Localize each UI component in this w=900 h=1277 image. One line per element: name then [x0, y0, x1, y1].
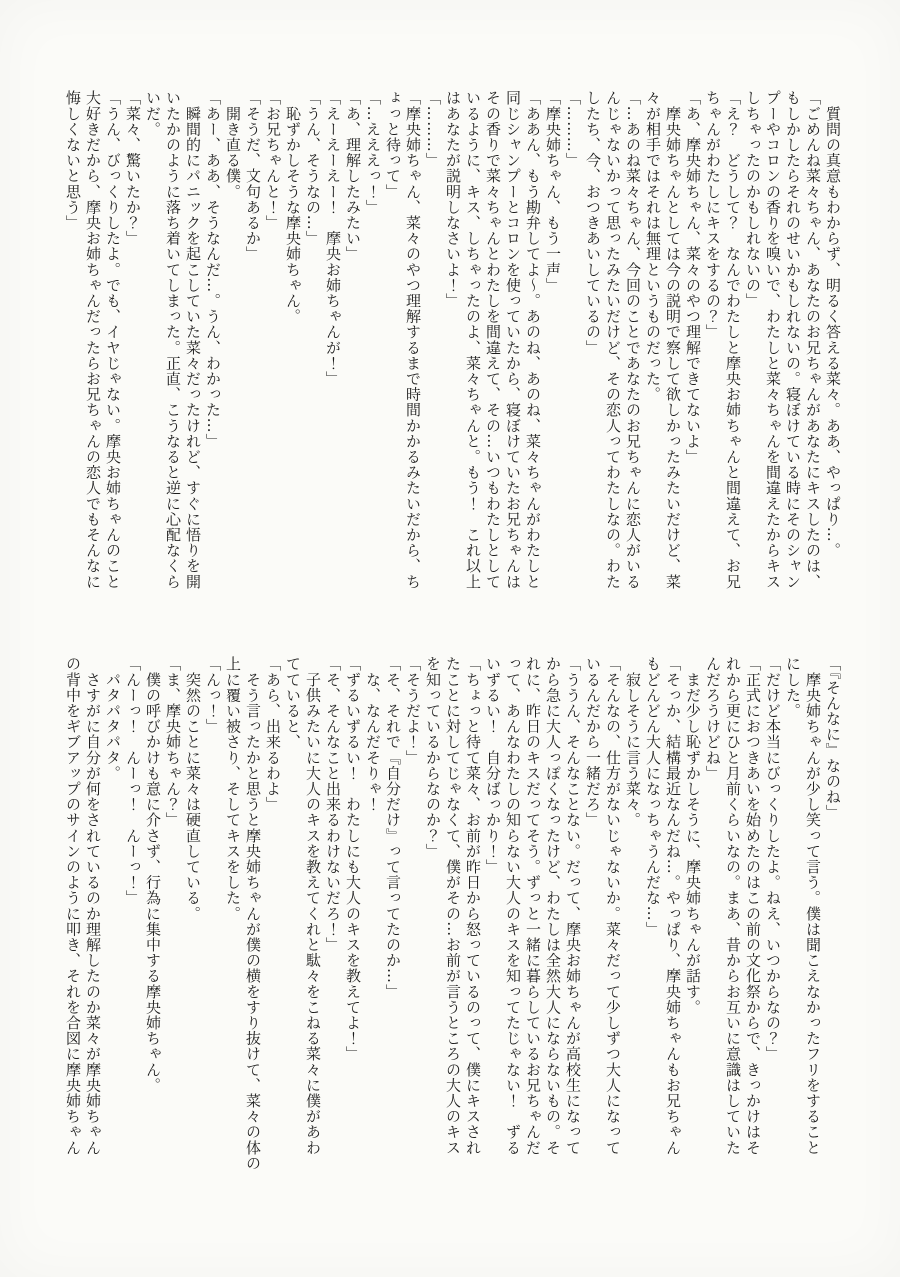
- text-line: もしかしたらそれのせいかもしれないの。寝ぼけている時にそのシャン: [784, 90, 802, 590]
- text-line: いずるい！ 自分ばっかり！」: [484, 656, 502, 875]
- text-line: 「ちょっと待て菜々、お前が昨日から怒っているのって、僕にキスされ: [464, 656, 482, 1156]
- text-line: 上に覆い被さり、そしてキスをした。: [224, 656, 242, 922]
- text-line: 「あ、摩央姉ちゃん、菜々のやつ理解できてないよ」: [684, 90, 702, 465]
- text-line: 「あー、ああ、そうなんだ…。うん、わかった…」: [204, 90, 222, 449]
- text-line: いるように、キス、しちゃったのよ、菜々ちゃんと。もう！ これ以上: [464, 90, 482, 590]
- text-line: 質問の真意もわからず、明るく答える菜々。ああ、やっぱり…。: [824, 90, 842, 558]
- text-line: 突然のことに菜々は硬直している。: [184, 656, 202, 922]
- text-line: 「ああん、もう勘弁してよ〜。あのね、あのね、菜々ちゃんがわたしと: [524, 90, 542, 590]
- text-line: 同じシャンプーとコロンを使っていたから、寝ぼけていたお兄ちゃんは: [504, 90, 522, 590]
- text-line: 「摩央姉ちゃん、もう一声」: [544, 90, 562, 293]
- text-line: 「んっ！」: [204, 656, 222, 734]
- text-line: って、あんなわたしの知らない大人のキスを知ってたじゃない！ ずる: [504, 656, 522, 1156]
- text-line: 「………」: [424, 90, 442, 168]
- text-line: 摩央姉ちゃんが少し笑って言う。僕は聞こえなかったフリをすること: [804, 656, 822, 1156]
- text-line: 「んーっ！ んーっ！ んーっ！」: [124, 656, 142, 906]
- text-line: 「お兄ちゃんと！」: [264, 90, 282, 231]
- text-line: 「摩央姉ちゃん、菜々のやつ理解するまで時間かかるみたいだから、ち: [404, 90, 422, 590]
- text-line: 「………」: [564, 90, 582, 168]
- text-line: 「あら、出来るわよ」: [264, 656, 282, 812]
- text-line: 「あ、理解したみたい」: [344, 90, 362, 262]
- text-line: いだ。: [144, 90, 162, 137]
- text-line: 瞬間的にパニックを起こしていた菜々だったけれど、すぐに悟りを開: [184, 90, 202, 590]
- text-line: 「ま、摩央姉ちゃん？」: [164, 656, 182, 828]
- text-line: したち、今、おつきあいしているの」: [584, 90, 602, 356]
- text-line: プーやコロンの香りを嗅いで、わたしと菜々ちゃんを間違えたからキス: [764, 90, 782, 590]
- text-line: から急に大人っぽくなったけど、わたしは全然大人にならないもの。そ: [544, 656, 562, 1156]
- text-line: 摩央姉ちゃんとしては今の説明で察して欲しかったみたいだけど、菜: [664, 90, 682, 590]
- text-line: はあなたが説明しなさいよ！」: [444, 90, 462, 309]
- text-line: てていると、: [284, 656, 302, 750]
- text-block-top: [63, 90, 843, 614]
- text-line: 「そっか、結構最近なんだね…。やっぱり、摩央姉ちゃんもお兄ちゃん: [664, 656, 682, 1156]
- text-line: たことに対してじゃなくて、僕がその…お前が言うところの大人のキス: [444, 656, 462, 1156]
- text-line: パタパタパタ。: [104, 656, 122, 781]
- text-line: 「え？ どうして？ なんでわたしと摩央お姉ちゃんと間違えて、お兄: [724, 90, 742, 590]
- text-line: 開き直る僕。: [224, 90, 242, 200]
- text-line: 大好きだから、摩央お姉ちゃんだったらお兄ちゃんの恋人でもそんなに: [84, 90, 102, 590]
- text-line: 「そ、それで『自分だけ』って言ってたのか…」: [384, 656, 402, 1000]
- text-line: 「そ、そんなこと出来るわけないだろ！」: [324, 656, 342, 953]
- text-line: な、なんだそりゃ！: [364, 656, 382, 812]
- text-line: 「…あのね菜々ちゃん、今回のことであなたのお兄ちゃんに恋人がいる: [624, 90, 642, 590]
- text-line: いたかのように落ち着いてしまった。正直、こうなると逆に心配なくら: [164, 90, 182, 590]
- text-line: の背中をギブアップのサインのように叩き、それを合図に摩央姉ちゃん: [64, 656, 82, 1156]
- text-line: 「菜々、驚いたか？」: [124, 90, 142, 246]
- text-line: んじゃないかって思ったみたいだけど、その恋人ってわたしなの。わた: [604, 90, 622, 590]
- text-line: 「『そんなに』なのね」: [824, 656, 842, 821]
- text-line: しちゃったのかもしれないの」: [744, 90, 762, 309]
- text-line: 「ごめんね菜々ちゃん、あなたのお兄ちゃんがあなたにキスしたのは、: [804, 90, 822, 590]
- text-line: 「ずるいずるい！ わたしにも大人のキスを教えてよ！」: [344, 656, 362, 1062]
- text-line: 「えーえーえー！ 摩央お姉ちゃんが！」: [324, 90, 342, 387]
- text-line: もどんどん大人になっちゃうんだな…」: [644, 656, 662, 937]
- text-line: 悔しくないと思う」: [64, 90, 82, 231]
- text-line: さすがに自分が何をされているのか理解したのか菜々が摩央姉ちゃん: [84, 656, 102, 1156]
- text-line: 恥ずかしそうな摩央姉ちゃん。: [284, 90, 302, 324]
- text-line: まだ少し恥ずかしそうに、摩央姉ちゃんが話す。: [684, 656, 702, 1015]
- text-line: そう言ったかと思うと摩央姉ちゃんが僕の横をすり抜けて、菜々の体の: [244, 656, 262, 1171]
- text-line: 「…えええっ！」: [364, 90, 382, 215]
- text-line: 々が相手ではそれは無理というものだった。: [644, 90, 662, 402]
- text-line: れに、昨日のキスだってそう。ずっと一緒に暮らしているお兄ちゃんだ: [524, 656, 542, 1156]
- text-line: 「うん、そうなの…」: [304, 90, 322, 246]
- text-line: にした。: [784, 656, 802, 719]
- text-line: れから更にひと月前くらいなの。まあ、昔からお互いに意識はしていた: [724, 656, 742, 1156]
- text-line: ょっと待って」: [384, 90, 402, 200]
- text-line: 「うん、びっくりしたよ。でも、イヤじゃない。摩央お姉ちゃんのこと: [104, 90, 122, 590]
- text-line: 「だけど本当にびっくりしたよ。ねえ、いつからなの？」: [764, 656, 782, 1062]
- text-line: ちゃんがわたしにキスをするの？」: [704, 90, 722, 340]
- text-line: その香りで菜々ちゃんとわたしを間違えて、その…いつもわたしとして: [484, 90, 502, 590]
- text-line: 子供みたいに大人のキスを教えてくれと駄々をこねる菜々に僕があわ: [304, 656, 322, 1156]
- text-line: 「正式におつきあいを始めたのはこの前の文化祭からで、きっかけはそ: [744, 656, 762, 1156]
- text-line: 「そんなの、仕方がないじゃないか。菜々だって少しずつ大人になって: [604, 656, 622, 1156]
- text-line: を知っているからなのか？」: [424, 656, 442, 859]
- text-line: んだろうけどね」: [704, 656, 722, 781]
- text-line: 「そうだ、文句あるか」: [244, 90, 262, 262]
- text-line: 僕の呼びかけも意に介さず、行為に集中する摩央姉ちゃん。: [144, 656, 162, 1093]
- text-block-bottom: [63, 656, 843, 1188]
- text-line: いるんだから一緒だろ」: [584, 656, 602, 828]
- text-line: 「そうだよ！」: [404, 656, 422, 766]
- text-line: 寂しそうに言う菜々。: [624, 656, 642, 828]
- text-line: 「ううん、そんなことない。だって、摩央お姉ちゃんが高校生になって: [564, 656, 582, 1156]
